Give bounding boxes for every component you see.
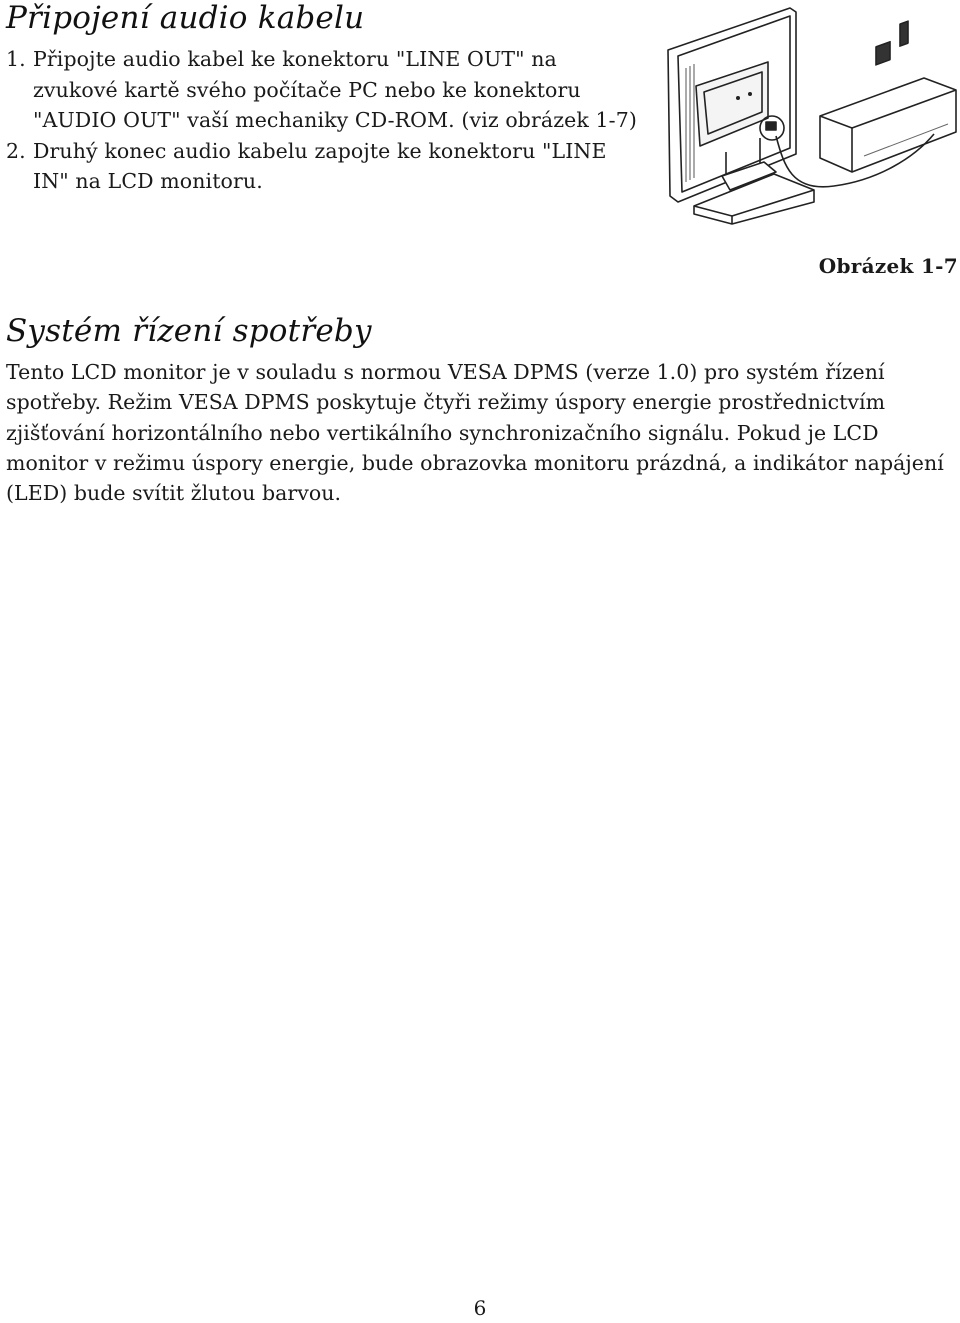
page-number: 6 <box>473 1296 487 1320</box>
power-management-paragraph: Tento LCD monitor je v souladu s normou VESA DPMS (verze 1.0) pro systém řízení spotřeby. Režim VESA DPMS poskytuje čtyři režimy úspory energie prostřednictvím zjišťování horizontálního nebo vertikálního synchronizačního signálu. Pokud je LCD monitor v režimu úspory energie, bude obrazovka monitoru prázdná, a indikátor napájení (LED) bude svítit žlutou barvou. <box>6 360 944 506</box>
step-2 <box>6 136 646 197</box>
monitor-audio-connection-illustration <box>664 6 958 226</box>
section-title-power-management: Systém řízení spotřeby <box>6 313 372 349</box>
step-text: Připojte audio kabel ke konektoru "LINE OUT" na zvukové kartě svého počítače PC nebo ke konektoru "AUDIO OUT" vaší mechaniky CD-ROM. (viz obrázek 1-7) <box>33 47 637 132</box>
section-title-audio-cable: Připojení audio kabelu <box>6 0 365 36</box>
step-1 <box>6 44 646 136</box>
instruction-steps <box>6 44 646 197</box>
step-number: 2. <box>6 138 26 163</box>
figure-caption: Obrázek 1-7 <box>818 254 958 278</box>
step-number: 1. <box>6 47 26 71</box>
step-text: Druhý konec audio kabelu zapojte ke konektoru "LINE IN" na LCD monitoru. <box>33 138 607 193</box>
